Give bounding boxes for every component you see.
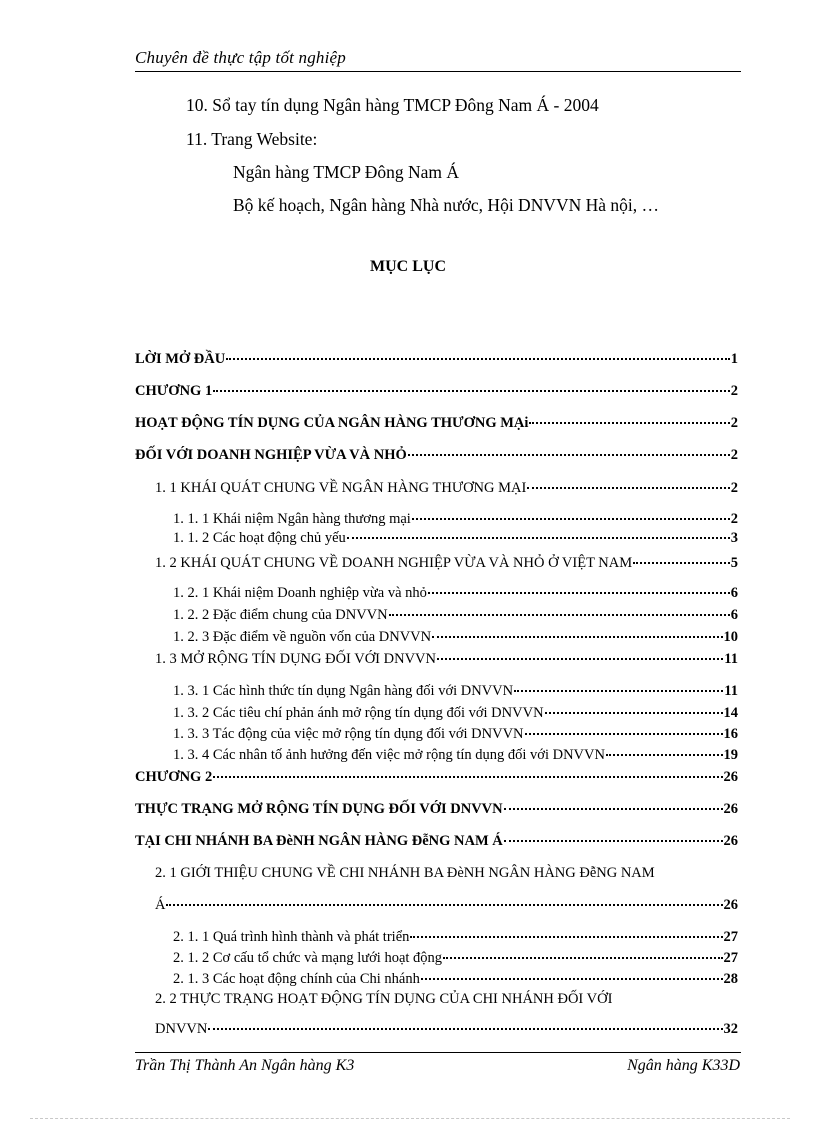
dot-leader: [606, 754, 723, 756]
toc-entry-title: ĐỐI VỚI DOANH NGHIỆP VỪA VÀ NHỎ: [135, 447, 407, 463]
toc-entry-title: 1. 2. 3 Đặc điểm về nguồn vốn của DNVVN: [173, 629, 432, 645]
toc-entry[interactable]: [173, 530, 738, 547]
page-header-title: Chuyên đề thực tập tốt nghiệp: [135, 48, 347, 67]
toc-entry[interactable]: [135, 833, 738, 850]
toc-entry-page: 2: [730, 480, 738, 496]
toc-entry-title: THỰC TRẠNG MỞ RỘNG TÍN DỤNG ĐỐI VỚI DNVVN: [135, 801, 503, 817]
dot-leader: [347, 537, 730, 539]
dot-leader: [529, 422, 729, 424]
footer-author: Trần Thị Thành An Ngân hàng K3: [135, 1057, 355, 1074]
dot-leader: [525, 733, 723, 735]
toc-entry-page: 1: [730, 351, 738, 367]
dot-leader: [410, 936, 722, 938]
dot-leader: [504, 808, 723, 810]
toc-entry[interactable]: [135, 801, 738, 818]
dot-leader: [208, 1028, 722, 1030]
toc-entry-title: 1. 2 KHÁI QUÁT CHUNG VỀ DOANH NGHIỆP VỪA VÀ NHỎ Ở VIỆT NAM: [155, 555, 633, 571]
toc-entry-title: 1. 1. 1 Khái niệm Ngân hàng thương mại: [173, 511, 411, 527]
dot-leader: [527, 487, 729, 489]
dot-leader: [504, 840, 723, 842]
toc-entry-title: 1. 3. 3 Tác động của việc mở rộng tín dụng đối với DNVVN: [173, 726, 524, 742]
toc-entry-heading-line[interactable]: 2. 2 THỰC TRẠNG HOẠT ĐỘNG TÍN DỤNG CỦA CHI NHÁNH ĐỐI VỚI: [155, 991, 613, 1007]
toc-entry-title: HOẠT ĐỘNG TÍN DỤNG CỦA NGÂN HÀNG THƯƠNG MẠi: [135, 415, 529, 431]
toc-entry-title: CHƯƠNG 1: [135, 383, 213, 399]
toc-entry-page: 14: [723, 705, 738, 721]
toc-entry-page: 6: [730, 585, 738, 601]
toc-entry[interactable]: [173, 511, 738, 528]
toc-entry-title: 1. 2. 1 Khái niệm Doanh nghiệp vừa và nhỏ: [173, 585, 427, 601]
toc-entry-title: 1. 1. 2 Các hoạt động chủ yếu: [173, 530, 346, 546]
toc-entry-title: TẠI CHI NHÁNH BA ĐèNH NGÂN HÀNG ĐễNG NAM Á: [135, 833, 503, 849]
toc-entry-title: 1. 3. 2 Các tiêu chí phản ánh mở rộng tín dụng đối với DNVVN: [173, 705, 544, 721]
toc-entry[interactable]: [173, 629, 738, 646]
toc-entry-page: 19: [723, 747, 738, 763]
toc-entry-page: 26: [723, 769, 738, 785]
toc-entry-page: 6: [730, 607, 738, 623]
toc-entry[interactable]: [173, 607, 738, 624]
toc-entry-title: CHƯƠNG 2: [135, 769, 213, 785]
toc-entry-title: 1. 1 KHÁI QUÁT CHUNG VỀ NGÂN HÀNG THƯƠNG MẠI: [155, 480, 527, 496]
toc-entry[interactable]: [135, 383, 738, 400]
dot-leader: [213, 390, 730, 392]
toc-entry[interactable]: [135, 415, 738, 432]
footer-divider: [135, 1052, 741, 1053]
toc-entry[interactable]: [135, 351, 738, 368]
toc-entry-page: 26: [723, 801, 738, 817]
toc-entry[interactable]: [135, 447, 738, 464]
dot-leader: [633, 562, 730, 564]
dot-leader: [226, 358, 730, 360]
toc-entry[interactable]: [173, 726, 738, 743]
toc-entry-page: 26: [723, 897, 738, 913]
footer-class: Ngân hàng K33D: [627, 1057, 740, 1074]
toc-entry[interactable]: [155, 480, 738, 497]
reference-sub-item: Bộ kế hoạch, Ngân hàng Nhà nước, Hội DNVVN Hà nội, …: [233, 195, 660, 215]
toc-entry-title: LỜI MỞ ĐẦU: [135, 351, 226, 367]
toc-entry-page: 2: [730, 447, 738, 463]
dot-leader: [412, 518, 730, 520]
toc-entry-title: 2. 1. 3 Các hoạt động chính của Chi nhánh: [173, 971, 420, 987]
toc-entry[interactable]: [155, 1021, 738, 1038]
dot-leader: [545, 712, 723, 714]
toc-entry-page: 27: [723, 929, 738, 945]
toc-entry-page: 11: [724, 683, 738, 699]
dot-leader: [437, 658, 723, 660]
dot-leader: [514, 690, 723, 692]
toc-entry-page: 2: [730, 383, 738, 399]
toc-entry-title: 2. 1. 1 Quá trình hình thành và phát triển: [173, 929, 410, 945]
toc-entry-title: 2. 1. 2 Cơ cấu tổ chức và mạng lưới hoạt động: [173, 950, 443, 966]
toc-title: MỤC LỤC: [370, 258, 446, 275]
dot-leader: [389, 614, 730, 616]
toc-entry-title: 1. 3 MỞ RỘNG TÍN DỤNG ĐỐI VỚI DNVVN: [155, 651, 436, 667]
dot-leader: [408, 454, 730, 456]
toc-entry-page: 26: [723, 833, 738, 849]
toc-entry-page: 10: [723, 629, 738, 645]
toc-entry-page: 3: [730, 530, 738, 546]
toc-entry-title: 1. 3. 4 Các nhân tố ảnh hưởng đến việc mở rộng tín dụng đối với DNVVN: [173, 747, 605, 763]
dot-leader: [166, 904, 722, 906]
toc-entry[interactable]: [173, 683, 738, 700]
toc-entry-page: 16: [723, 726, 738, 742]
reference-item-11: 11. Trang Website:: [186, 129, 318, 149]
dot-leader: [213, 776, 722, 778]
reference-sub-item: Ngân hàng TMCP Đông Nam Á: [233, 162, 460, 182]
dot-leader: [443, 957, 722, 959]
dot-leader: [421, 978, 723, 980]
toc-entry[interactable]: [173, 971, 738, 988]
page-break-line: [30, 1118, 790, 1119]
toc-entry-page: 2: [730, 415, 738, 431]
toc-entry-heading-line[interactable]: 2. 1 GIỚI THIỆU CHUNG VỀ CHI NHÁNH BA ĐèNH NGÂN HÀNG ĐễNG NAM: [155, 865, 655, 881]
reference-item-10: 10. Sổ tay tín dụng Ngân hàng TMCP Đông Nam Á - 2004: [186, 95, 599, 115]
toc-entry[interactable]: [155, 555, 738, 572]
toc-entry[interactable]: [155, 651, 738, 668]
toc-entry-title: 1. 2. 2 Đặc điểm chung của DNVVN: [173, 607, 388, 623]
toc-entry-page: 28: [723, 971, 738, 987]
toc-entry-page: 11: [724, 651, 738, 667]
dot-leader: [428, 592, 730, 594]
toc-entry-title: DNVVN: [155, 1021, 208, 1037]
toc-entry-title: 1. 3. 1 Các hình thức tín dụng Ngân hàng đối với DNVVN: [173, 683, 514, 699]
toc-entry[interactable]: [173, 950, 738, 967]
toc-entry-page: 32: [723, 1021, 738, 1037]
toc-entry[interactable]: [135, 769, 738, 786]
toc-entry-page: 2: [730, 511, 738, 527]
toc-entry[interactable]: [173, 705, 738, 722]
dot-leader: [432, 636, 722, 638]
toc-entry-page: 27: [723, 950, 738, 966]
toc-entry-page: 5: [730, 555, 738, 571]
toc-entry-title: Á: [155, 897, 166, 913]
toc-entry[interactable]: [173, 929, 738, 946]
toc-entry[interactable]: [173, 747, 738, 764]
toc-entry[interactable]: [155, 897, 738, 914]
toc-entry[interactable]: [173, 585, 738, 602]
